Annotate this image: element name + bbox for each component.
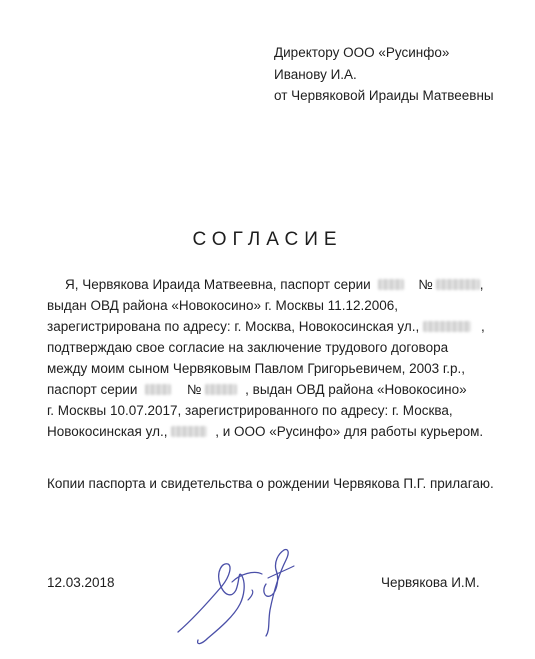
addressee-line-from: от Червяковой Ираиды Матвеевны	[274, 88, 494, 103]
body-text-fragment: Я, Червякова Ираида Матвеевна, паспорт серии	[65, 277, 371, 292]
body-line: выдан ОВД района «Новокосино» г. Москвы 11.12.2006,	[47, 298, 398, 313]
addressee-block	[274, 42, 494, 107]
body-line: между моим сыном Червяковым Павлом Григорьевичем, 2003 г.р.,	[47, 361, 465, 376]
redacted-address	[423, 321, 471, 332]
body-text-fragment: ,	[480, 319, 485, 334]
body-text-fragment: №	[418, 277, 433, 292]
body-line	[47, 379, 507, 400]
body-text-fragment: зарегистрирована по адресу: г. Москва, Новокосинская ул.,	[47, 319, 420, 334]
body-text-fragment: , и ООО «Русинфо» для работы курьером.	[215, 424, 484, 439]
document-title: СОГЛАСИЕ	[192, 229, 343, 250]
redacted-passport-series	[145, 384, 171, 395]
redacted-passport-number	[436, 279, 480, 290]
addressee-line-name: Иванову И.А.	[274, 66, 357, 82]
body-line	[47, 316, 507, 337]
consent-body	[47, 274, 507, 442]
body-text-fragment: паспорт серии	[47, 382, 138, 397]
signatory-name: Червякова И.М.	[381, 575, 480, 590]
body-line	[47, 274, 507, 295]
body-text-fragment: №	[186, 382, 202, 397]
redacted-passport-series	[378, 279, 404, 290]
body-line: подтверждаю свое согласие на заключение трудового договора	[47, 340, 449, 355]
body-text-fragment: , выдан ОВД района «Новокосино»	[245, 382, 467, 397]
addressee-line-director: Директору ООО «Русинфо»	[274, 45, 450, 60]
body-text-fragment: Новокосинская ул.,	[47, 424, 168, 439]
handwritten-signature	[170, 540, 305, 650]
body-text-fragment: ,	[479, 277, 484, 292]
redacted-address	[171, 426, 207, 437]
document-date: 12.03.2018	[47, 575, 115, 590]
body-line: г. Москвы 10.07.2017, зарегистрированного по адресу: г. Москва,	[47, 403, 453, 418]
redacted-passport-number	[205, 384, 237, 395]
body-line	[47, 421, 507, 442]
attachments-note: Копии паспорта и свидетельства о рождении Червякова П.Г. прилагаю.	[47, 476, 494, 491]
